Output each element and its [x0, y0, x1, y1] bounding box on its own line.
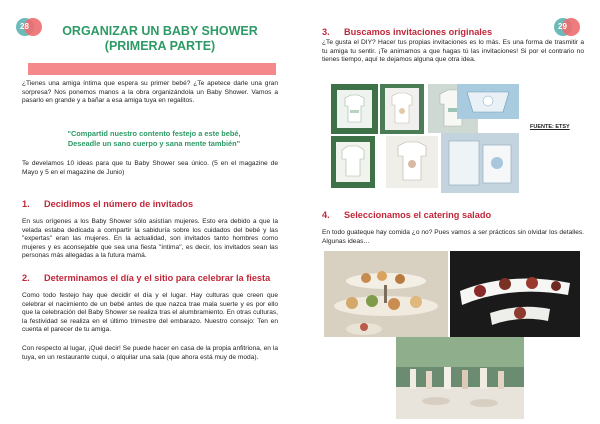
catering-photo-1	[324, 251, 448, 337]
section-2-text-2: Con respecto al lugar, ¡Qué decir! Se puede hacer en casa de la propia anfitriona, en la tuya, en un restaurante cuqui, o alquilar una sala (que ahora está muy de moda).	[22, 345, 278, 361]
image-source-credit: FUENTE: ETSY	[530, 124, 570, 130]
section-4-number: 4.	[322, 210, 330, 220]
ideas-paragraph: Te develamos 10 ideas para que tu Baby Shower sea único. (5 en el magazine de Mayo y 5 en el magazine de Junio)	[22, 160, 278, 176]
section-3-text: ¿Te gusta el DIY? Hacer tus propias invitaciones es lo más. Es una forma de trasmitir a tu amiga tu sentir. ¡Te animamos a que hagas tú las invitaciones! Si por el contrario no tienes tiempo, aquí te dejamos alguna que otra idea.	[322, 39, 584, 64]
page-title	[40, 24, 280, 54]
right-page	[300, 0, 600, 424]
quote-line-1: "Compartid nuestro contento festejo a este bebé,	[67, 129, 241, 138]
page-number-badge-left	[16, 18, 36, 38]
section-2-number: 2.	[22, 273, 30, 283]
section-2-heading	[22, 273, 270, 283]
title-line-2: (PRIMERA PARTE)	[104, 39, 216, 53]
decorative-pink-bar	[28, 63, 276, 75]
section-2-text-1: Como todo festejo hay que decidir el día y el lugar. Hay culturas que creen que celebrar el nacimiento de un bebé antes de que nazca trae mala suerte y es por ello que la celebración del Baby Shower se realiza tras el alumbramiento. En otras culturas, la festividad se realiza en el último trimestre del embarazo. Nuestro consejo: Ten en cuenta el parecer de tu amiga.	[22, 292, 278, 334]
section-3-heading	[322, 27, 492, 37]
quote-line-2: Deseadle un sano cuerpo y sana mente también"	[67, 138, 241, 148]
invitation-photo-5	[331, 136, 375, 188]
catering-photo-3	[396, 337, 524, 419]
section-4-title: Seleccionamos el catering salado	[344, 210, 492, 220]
intro-paragraph: ¿Tienes una amiga íntima que espera su primer bebé? ¿Te apetece darle una gran sorpresa? Nos ponemos manos a la obra organizándola un Baby Shower. Vamos a pasarlo en grande y a bañar a esa amiga tuya en regalitos.	[22, 80, 278, 105]
section-1-title: Decidimos el número de invitados	[44, 199, 194, 209]
section-3-title: Buscamos invitaciones originales	[344, 27, 493, 37]
invitation-photo-7	[441, 133, 519, 193]
section-3-number: 3.	[322, 27, 330, 37]
page-number-badge-right	[554, 18, 574, 38]
title-line-1: ORGANIZAR UN BABY SHOWER	[62, 24, 258, 38]
section-4-text: En todo guateque hay comida ¿o no? Pues vamos a ser prácticos sin olvidar los detalles. Algunas ideas…	[322, 229, 584, 245]
invitation-photo-2	[380, 84, 424, 134]
catering-photo-2	[450, 251, 580, 337]
section-1-heading	[22, 199, 193, 209]
invitation-photo-6	[386, 136, 438, 188]
section-1-text: En sus orígenes a los Baby Shower sólo asistían mujeres. Esto era debido a que la velada estaba dedicada a compartir la sabiduría sobre los cuidados del bebé y las "expertas" eran las mujeres. En la actualidad, son invitados tanto hombres como mujeres y es aconsejable que sea una fiesta "íntima", es decir, los invitados sean las personas más allegadas a la futura mamá.	[22, 218, 278, 260]
quote	[40, 129, 268, 148]
invitation-photo-4	[457, 84, 519, 119]
section-1-number: 1.	[22, 199, 30, 209]
page-number-left: 28	[20, 22, 29, 31]
invitation-photo-1	[331, 84, 378, 134]
section-4-heading	[322, 210, 491, 220]
section-2-title: Determinamos el día y el sitio para celebrar la fiesta	[44, 273, 271, 283]
page-number-right: 29	[558, 22, 567, 31]
